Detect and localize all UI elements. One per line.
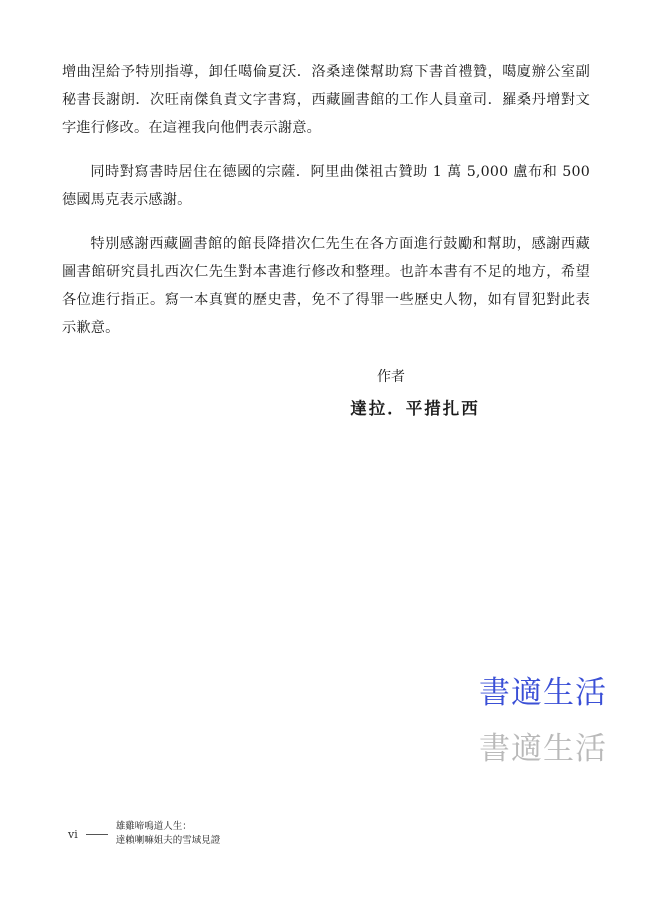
paragraph-3: 特別感謝西藏圖書館的館長降措次仁先生在各方面進行鼓勵和幫助，感謝西藏圖書館研究員扎西次仁先生對本書進行修改和整理。也許本書有不足的地方，希望各位進行指正。寫一本真實的歷史書，免不了得罪一些歷史人物，如有冒犯對此表示歉意。 xyxy=(62,236,590,336)
page-footer xyxy=(68,820,468,848)
signature-role: 作者 xyxy=(377,369,405,385)
paragraph-2: 同時對寫書時居住在德國的宗薩．阿里曲傑祖古贊助 1 萬 5,000 盧布和 500 德國馬克表示感謝。 xyxy=(62,164,590,208)
footer-divider xyxy=(86,834,108,835)
footer-title-line-1: 雄雞啼鳴道人生： xyxy=(115,821,192,832)
watermark-primary: 書適生活 xyxy=(479,675,607,711)
watermark-secondary: 書適生活 xyxy=(479,731,607,767)
body-text-block xyxy=(62,58,590,424)
footer-book-title xyxy=(116,820,221,848)
signature-block xyxy=(62,364,590,424)
paragraph-1: 增曲涅給予特別指導，卸任噶倫夏沃．洛桑達傑幫助寫下書首禮贊，噶廈辦公室副秘書長謝朗．次旺南傑負責文字書寫，西藏圖書館的工作人員童司．羅桑丹增對文字進行修改。在這裡我向他們表示謝意。 xyxy=(62,64,590,136)
footer-title-line-2: 達賴喇嘛姐夫的雪域見證 xyxy=(115,835,221,846)
signature-name: 達拉．平措扎西 xyxy=(350,399,480,418)
page-number: vi xyxy=(68,827,78,841)
